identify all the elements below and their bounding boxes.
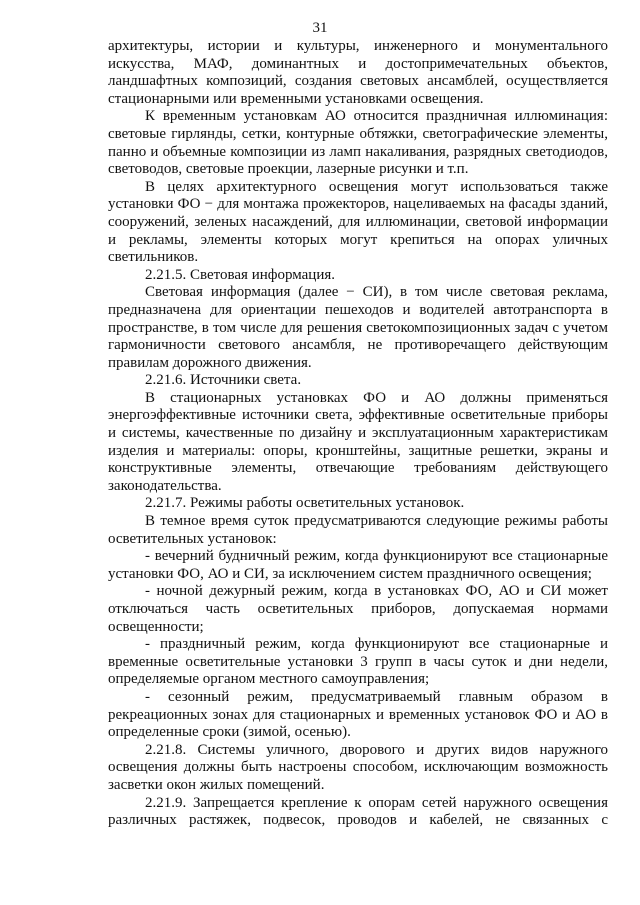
paragraph: 2.21.9. Запрещается крепление к опорам сетей наружного освещения различных растяжек, подвесок, проводов и кабелей, не связанных с (108, 794, 608, 829)
paragraph: В целях архитектурного освещения могут использоваться также установки ФО − для монтажа прожекторов, нацеливаемых на фасады зданий, сооружений, зеленых насаждений, для иллюминации, световой информации и рекламы, элементы которых могут крепиться на опорах уличных светильников. (108, 178, 608, 266)
section-heading: 2.21.6. Источники света. (145, 372, 302, 389)
section-heading: 2.21.5. Световая информация. (145, 266, 336, 283)
list-item: - сезонный режим, предусматриваемый главным образом в рекреационных зонах для стационарных и временных установок ФО и АО в определенные сроки (зимой, осенью). (108, 688, 608, 741)
paragraph: 2.21.8. Системы уличного, дворового и других видов наружного освещения должны быть настроены способом, исключающим возможность засветки окон жилых помещений. (108, 741, 608, 793)
paragraph: В темное время суток предусматриваются следующие режимы работы осветительных установок: (108, 513, 608, 547)
paragraph: К временным установкам АО относится праздничная иллюминация: световые гирлянды, сетки, контурные обтяжки, светографические элементы, панно и объемные композиции из ламп накаливания, разрядных светодиодов, световодов, световые проекции, лазерные рисунки и т.п. (108, 108, 608, 178)
list-item: - ночной дежурный режим, когда в установках ФО, АО и СИ может отключаться часть осветительных приборов, допускаемая нормами освещенности; (108, 583, 608, 635)
list-item: - праздничный режим, когда функционируют все стационарные и временные осветительные установки 3 групп в часы суток и дни недели, определяемые органом местного самоуправления; (108, 636, 608, 688)
document-body (108, 38, 608, 830)
paragraph: Световая информация (далее − СИ), в том числе световая реклама, предназначена для ориентации пешеходов и водителей автотранспорта в пространстве, в том числе для решения светокомпозиционных задач с учетом гармоничности светового ансамбля, не противоречащего действующим правилам дорожного движения. (108, 284, 608, 371)
list-item: - вечерний будничный режим, когда функционируют все стационарные установки ФО, АО и СИ, за исключением систем праздничного освещения; (108, 548, 608, 582)
page-number: 31 (312, 20, 328, 36)
paragraph: архитектуры, истории и культуры, инженерного и монументального искусства, МАФ, доминантных и достопримечательных объектов, ландшафтных композиций, создания световых ансамблей, осуществляется стационарными или временными установками освещения. (108, 38, 608, 107)
paragraph: В стационарных установках ФО и АО должны применяться энергоэффективные источники света, эффективные осветительные приборы и системы, качественные по дизайну и эксплуатационным характеристикам изделия и материалы: опоры, кронштейны, защитные решетки, экраны и конструктивные элементы, отвечающие требованиям действующего законодательства. (108, 389, 608, 494)
section-heading: 2.21.7. Режимы работы осветительных установок. (145, 495, 465, 512)
